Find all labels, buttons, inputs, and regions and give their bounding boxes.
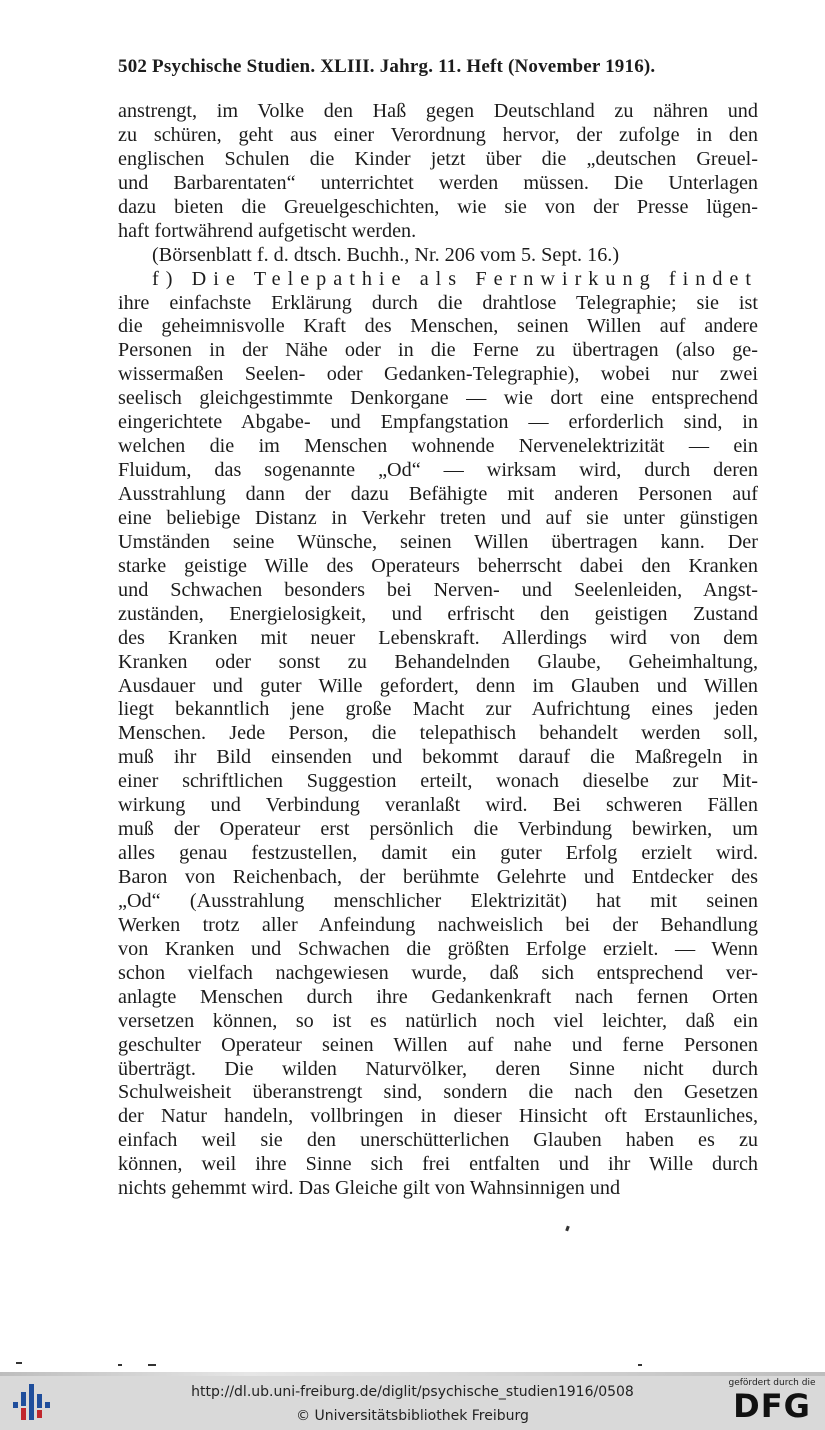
text-line: und Barbarentaten“ unterrichtet werden müssen. Die Unterlagen — [118, 171, 758, 194]
text-line: anstrengt, im Volke den Haß gegen Deutschland zu nähren und — [118, 100, 758, 122]
text-line: seelisch gleichgestimmte Denkorgane — wie dort eine entsprechend — [118, 387, 758, 410]
text-line: Ausstrahlung dann der dazu Befähigte mit anderen Personen auf — [118, 483, 758, 505]
text-line: „Od“ (Ausstrahlung menschlicher Elektrizität) hat mit seinen — [118, 889, 758, 912]
text-line: und Schwachen besonders bei Nerven- und Seelenleiden, Angst- — [118, 578, 758, 601]
ink-speck — [638, 1364, 642, 1366]
text-line: Personen in der Nähe oder in die Ferne zu übertragen (also ge- — [118, 339, 758, 362]
text-line: alles genau festzustellen, damit ein guter Erfolg erzielt wird. — [118, 842, 758, 865]
dfg-caption: gefördert durch die — [728, 1378, 816, 1388]
text-line: zu schüren, geht aus einer Verordnung hervor, der zufolge in den — [118, 123, 758, 146]
text-line: der Natur handeln, vollbringen in dieser Hinsicht oft Erstaunliches, — [118, 1105, 758, 1128]
text-line: Werken trotz aller Anfeindung nachweislich bei der Behandlung — [118, 913, 758, 936]
text-line: Kranken oder sonst zu Behandelnden Glaube, Geheimhaltung, — [118, 650, 758, 673]
viewer-footer — [0, 1372, 825, 1430]
text-line: dazu bieten die Greuelgeschichten, wie sie von der Presse lügen- — [118, 195, 758, 218]
text-line: Menschen. Jede Person, die telepathisch behandelt werden soll, — [118, 722, 758, 745]
text-line: geschulter Operateur seinen Willen auf nahe und ferne Personen — [118, 1033, 758, 1056]
text-line: anlagte Menschen durch ihre Gedankenkraft nach fernen Orten — [118, 985, 758, 1008]
text-line: welchen die im Menschen wohnende Nervenelektrizität — ein — [118, 435, 758, 458]
text-line: wissermaßen Seelen- oder Gedanken-Telegraphie), wobei nur zwei — [118, 363, 758, 386]
body-text — [118, 100, 758, 1201]
text-line: Ausdauer und guter Wille gefordert, denn im Glauben und Willen — [118, 674, 758, 697]
ink-speck — [565, 1226, 570, 1232]
running-header: 502 Psychische Studien. XLIII. Jahrg. 11. Heft (November 1916). — [118, 56, 656, 77]
ink-speck — [16, 1362, 22, 1364]
text-line: von Kranken und Schwachen die größten Erfolge erzielt. — Wenn — [118, 937, 758, 960]
dfg-logo — [726, 1378, 818, 1426]
text-line: starke geistige Wille des Operateurs beherrscht dabei den Kranken — [118, 554, 758, 577]
text-line: liegt bekanntlich jene große Macht zur Aufrichtung eines jeden — [118, 698, 758, 721]
text-line: zuständen, Energielosigkeit, und erfrischt den geistigen Zustand — [118, 602, 758, 625]
text-line: des Kranken mit neuer Lebenskraft. Allerdings wird von dem — [118, 626, 758, 649]
text-line: die geheimnisvolle Kraft des Menschen, seinen Willen auf andere — [118, 315, 758, 338]
text-line: Umständen seine Wünsche, seinen Willen übertragen kann. Der — [118, 530, 758, 553]
text-line: wirkung und Verbindung veranlaßt wird. Bei schweren Fällen — [118, 794, 758, 817]
copyright-notice: © Universitätsbibliothek Freiburg — [296, 1408, 529, 1424]
text-line: Schulweisheit überanstrengt sind, sondern die nach den Gesetzen — [118, 1081, 758, 1104]
text-line: ihre einfachste Erklärung durch die drahtlose Telegraphie; sie ist — [118, 291, 758, 314]
text-line: Fluidum, das sogenannte „Od“ — wirksam wird, durch deren — [118, 459, 758, 482]
section-heading-line: f) Die Telepathie als Fernwirkung findet — [152, 267, 758, 290]
text-line: muß ihr Bild einsenden und bekommt darauf die Maßregeln in — [118, 746, 758, 769]
text-line: muß der Operateur erst persönlich die Verbindung bewirken, um — [118, 818, 758, 841]
text-line: englischen Schulen die Kinder jetzt über die „deutschen Greuel- — [118, 147, 758, 170]
ink-speck — [148, 1364, 156, 1366]
text-line: einer schriftlichen Suggestion erteilt, wonach dieselbe zur Mit- — [118, 770, 758, 793]
text-line: eingerichtete Abgabe- und Empfangstation — erforderlich sind, in — [118, 411, 758, 434]
citation-line: (Börsenblatt f. d. dtsch. Buchh., Nr. 206 vom 5. Sept. 16.) — [152, 243, 620, 266]
text-line: eine beliebige Distanz in Verkehr treten und auf sie unter günstigen — [118, 506, 758, 529]
text-line: schon vielfach nachgewiesen wurde, daß sich entsprechend ver- — [118, 961, 758, 984]
text-line: einfach weil sie den unerschütterlichen Glauben haben es zu — [118, 1129, 758, 1152]
source-url-link[interactable]: http://dl.ub.uni-freiburg.de/diglit/psychische_studien1916/0508 — [191, 1384, 634, 1400]
scan-edge — [0, 1372, 825, 1376]
text-line: haft fortwährend aufgetischt werden. — [118, 219, 417, 242]
text-line: können, weil ihre Sinne sich frei entfalten und ihr Wille durch — [118, 1153, 758, 1176]
dfg-wordmark: DFG — [733, 1387, 811, 1425]
text-line: überträgt. Die wilden Naturvölker, deren Sinne nicht durch — [118, 1057, 758, 1080]
text-line: nichts gehemmt wird. Das Gleiche gilt von Wahnsinnigen und — [118, 1177, 621, 1200]
ink-speck — [118, 1364, 122, 1366]
text-line: Baron von Reichenbach, der berühmte Gelehrte und Entdecker des — [118, 866, 758, 888]
text-line: versetzen können, so ist es natürlich noch viel leichter, daß ein — [118, 1009, 758, 1032]
